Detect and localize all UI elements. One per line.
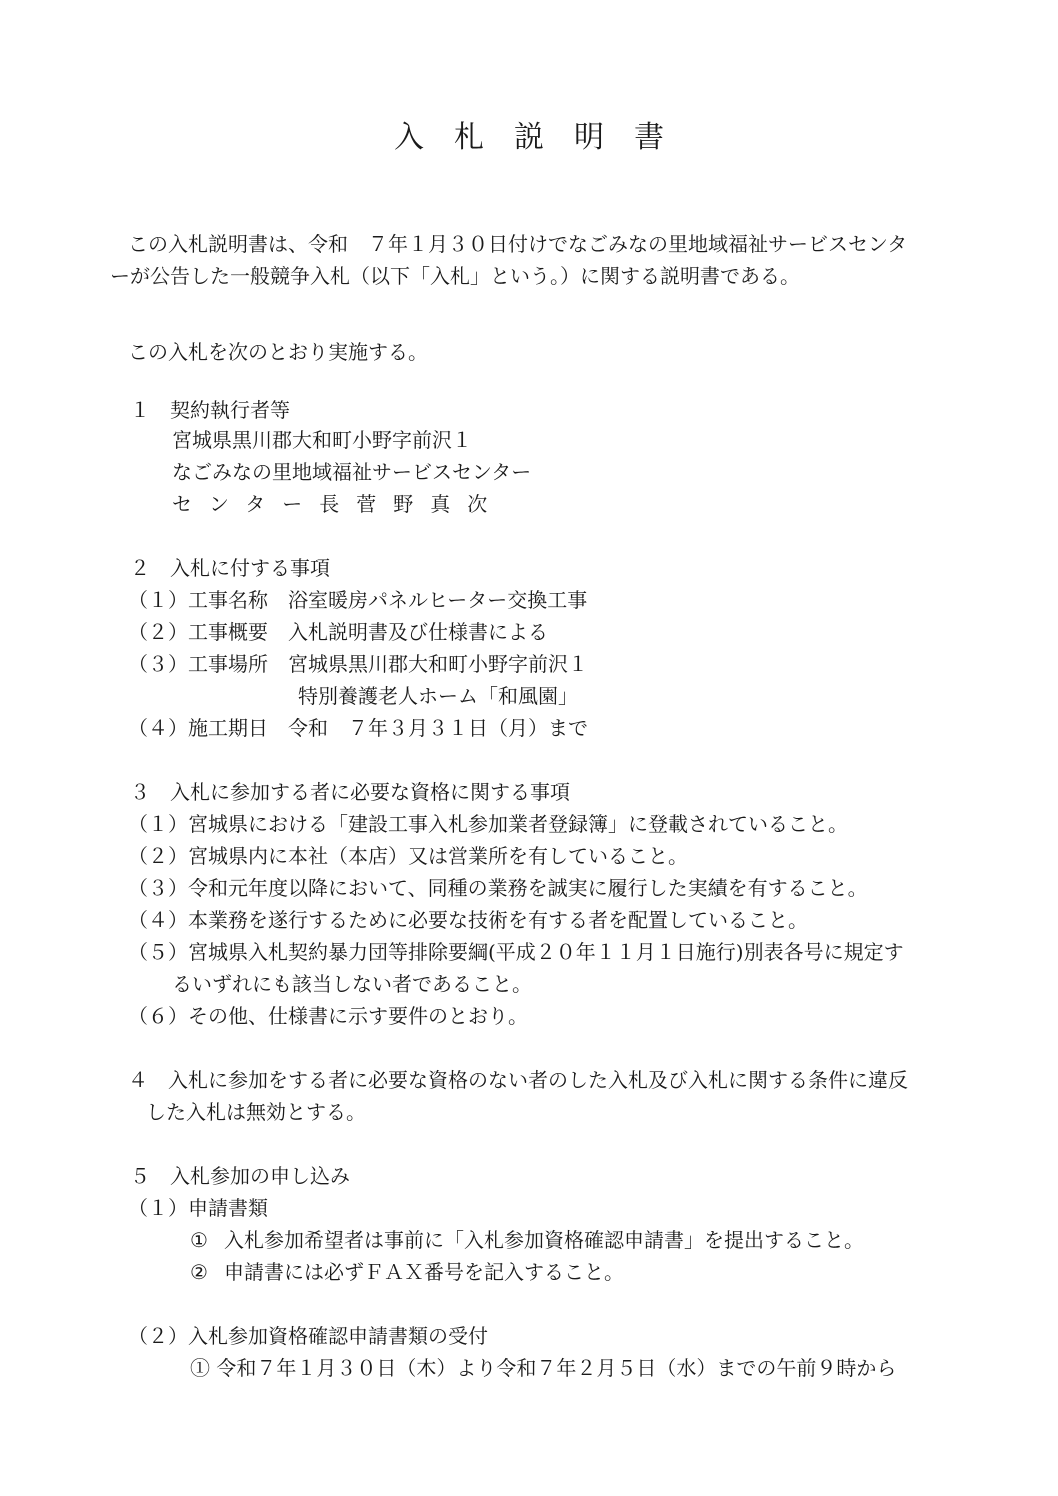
- section-3-item-1: （１）宮城県における「建設工事入札参加業者登録簿」に登載されていること。: [128, 812, 848, 836]
- section-3-item-5: （５）宮城県入札契約暴力団等排除要綱(平成２０年１１月１日施行)別表各号に規定す: [128, 940, 904, 964]
- section-3-item-3: （３）令和元年度以降において、同種の業務を誠実に履行した実績を有すること。: [128, 876, 868, 900]
- section-4-line-1: ４ 入札に参加をする者に必要な資格のない者のした入札及び入札に関する条件に違反: [128, 1068, 908, 1092]
- contractor-representative: センター長菅野真次: [172, 492, 505, 516]
- section-3-item-5-cont: るいずれにも該当しない者であること。: [172, 972, 532, 996]
- section-5-item-1: [190, 1228, 864, 1252]
- section-5-sub-2-item-1: ① 令和７年１月３０日（木）より令和７年２月５日（水）までの午前９時から: [190, 1356, 897, 1380]
- section-2-item-1: （１）工事名称 浴室暖房パネルヒーター交換工事: [128, 588, 588, 612]
- section-2-heading: ２ 入札に付する事項: [130, 556, 330, 580]
- circled-one-marker: ①: [190, 1228, 208, 1252]
- section-2-item-3-cont: 特別養護老人ホーム「和風園」: [298, 684, 578, 708]
- section-4-line-2: した入札は無効とする。: [146, 1100, 366, 1124]
- section-5-sub-1: （１）申請書類: [128, 1196, 268, 1220]
- section-2-item-4: （４）施工期日 令和 ７年３月３１日（月）まで: [128, 716, 588, 740]
- document-title: 入札説明書: [394, 120, 694, 155]
- section-5-item-1-text: 入札参加希望者は事前に「入札参加資格確認申請書」を提出すること。: [224, 1228, 864, 1252]
- section-3-item-6: （６）その他、仕様書に示す要件のとおり。: [128, 1004, 528, 1028]
- section-5-item-2: [190, 1260, 624, 1284]
- section-3-heading: ３ 入札に参加する者に必要な資格に関する事項: [130, 780, 570, 804]
- section-1-heading: １ 契約執行者等: [130, 398, 290, 422]
- contractor-address: 宮城県黒川郡大和町小野字前沢１: [172, 428, 472, 452]
- section-5-sub-2: （２）入札参加資格確認申請書類の受付: [128, 1324, 488, 1348]
- circled-two-marker: ②: [190, 1260, 208, 1284]
- contractor-organization: なごみなの里地域福祉サービスセンター: [172, 460, 532, 484]
- intro-line-1: この入札説明書は、令和 ７年１月３０日付けでなごみなの里地域福祉サービスセンタ: [128, 232, 908, 256]
- section-3-item-2: （２）宮城県内に本社（本店）又は営業所を有していること。: [128, 844, 688, 868]
- section-2-item-2: （２）工事概要 入札説明書及び仕様書による: [128, 620, 548, 644]
- intro-line-2: ーが公告した一般競争入札（以下「入札」という。）に関する説明書である。: [110, 264, 800, 288]
- section-5-heading: ５ 入札参加の申し込み: [130, 1164, 350, 1188]
- section-5-item-2-text: 申請書には必ずＦＡＸ番号を記入すること。: [224, 1260, 624, 1284]
- section-2-item-3: （３）工事場所 宮城県黒川郡大和町小野字前沢１: [128, 652, 588, 676]
- section-3-item-4: （４）本業務を遂行するために必要な技術を有する者を配置していること。: [128, 908, 808, 932]
- implementation-statement: この入札を次のとおり実施する。: [128, 340, 428, 364]
